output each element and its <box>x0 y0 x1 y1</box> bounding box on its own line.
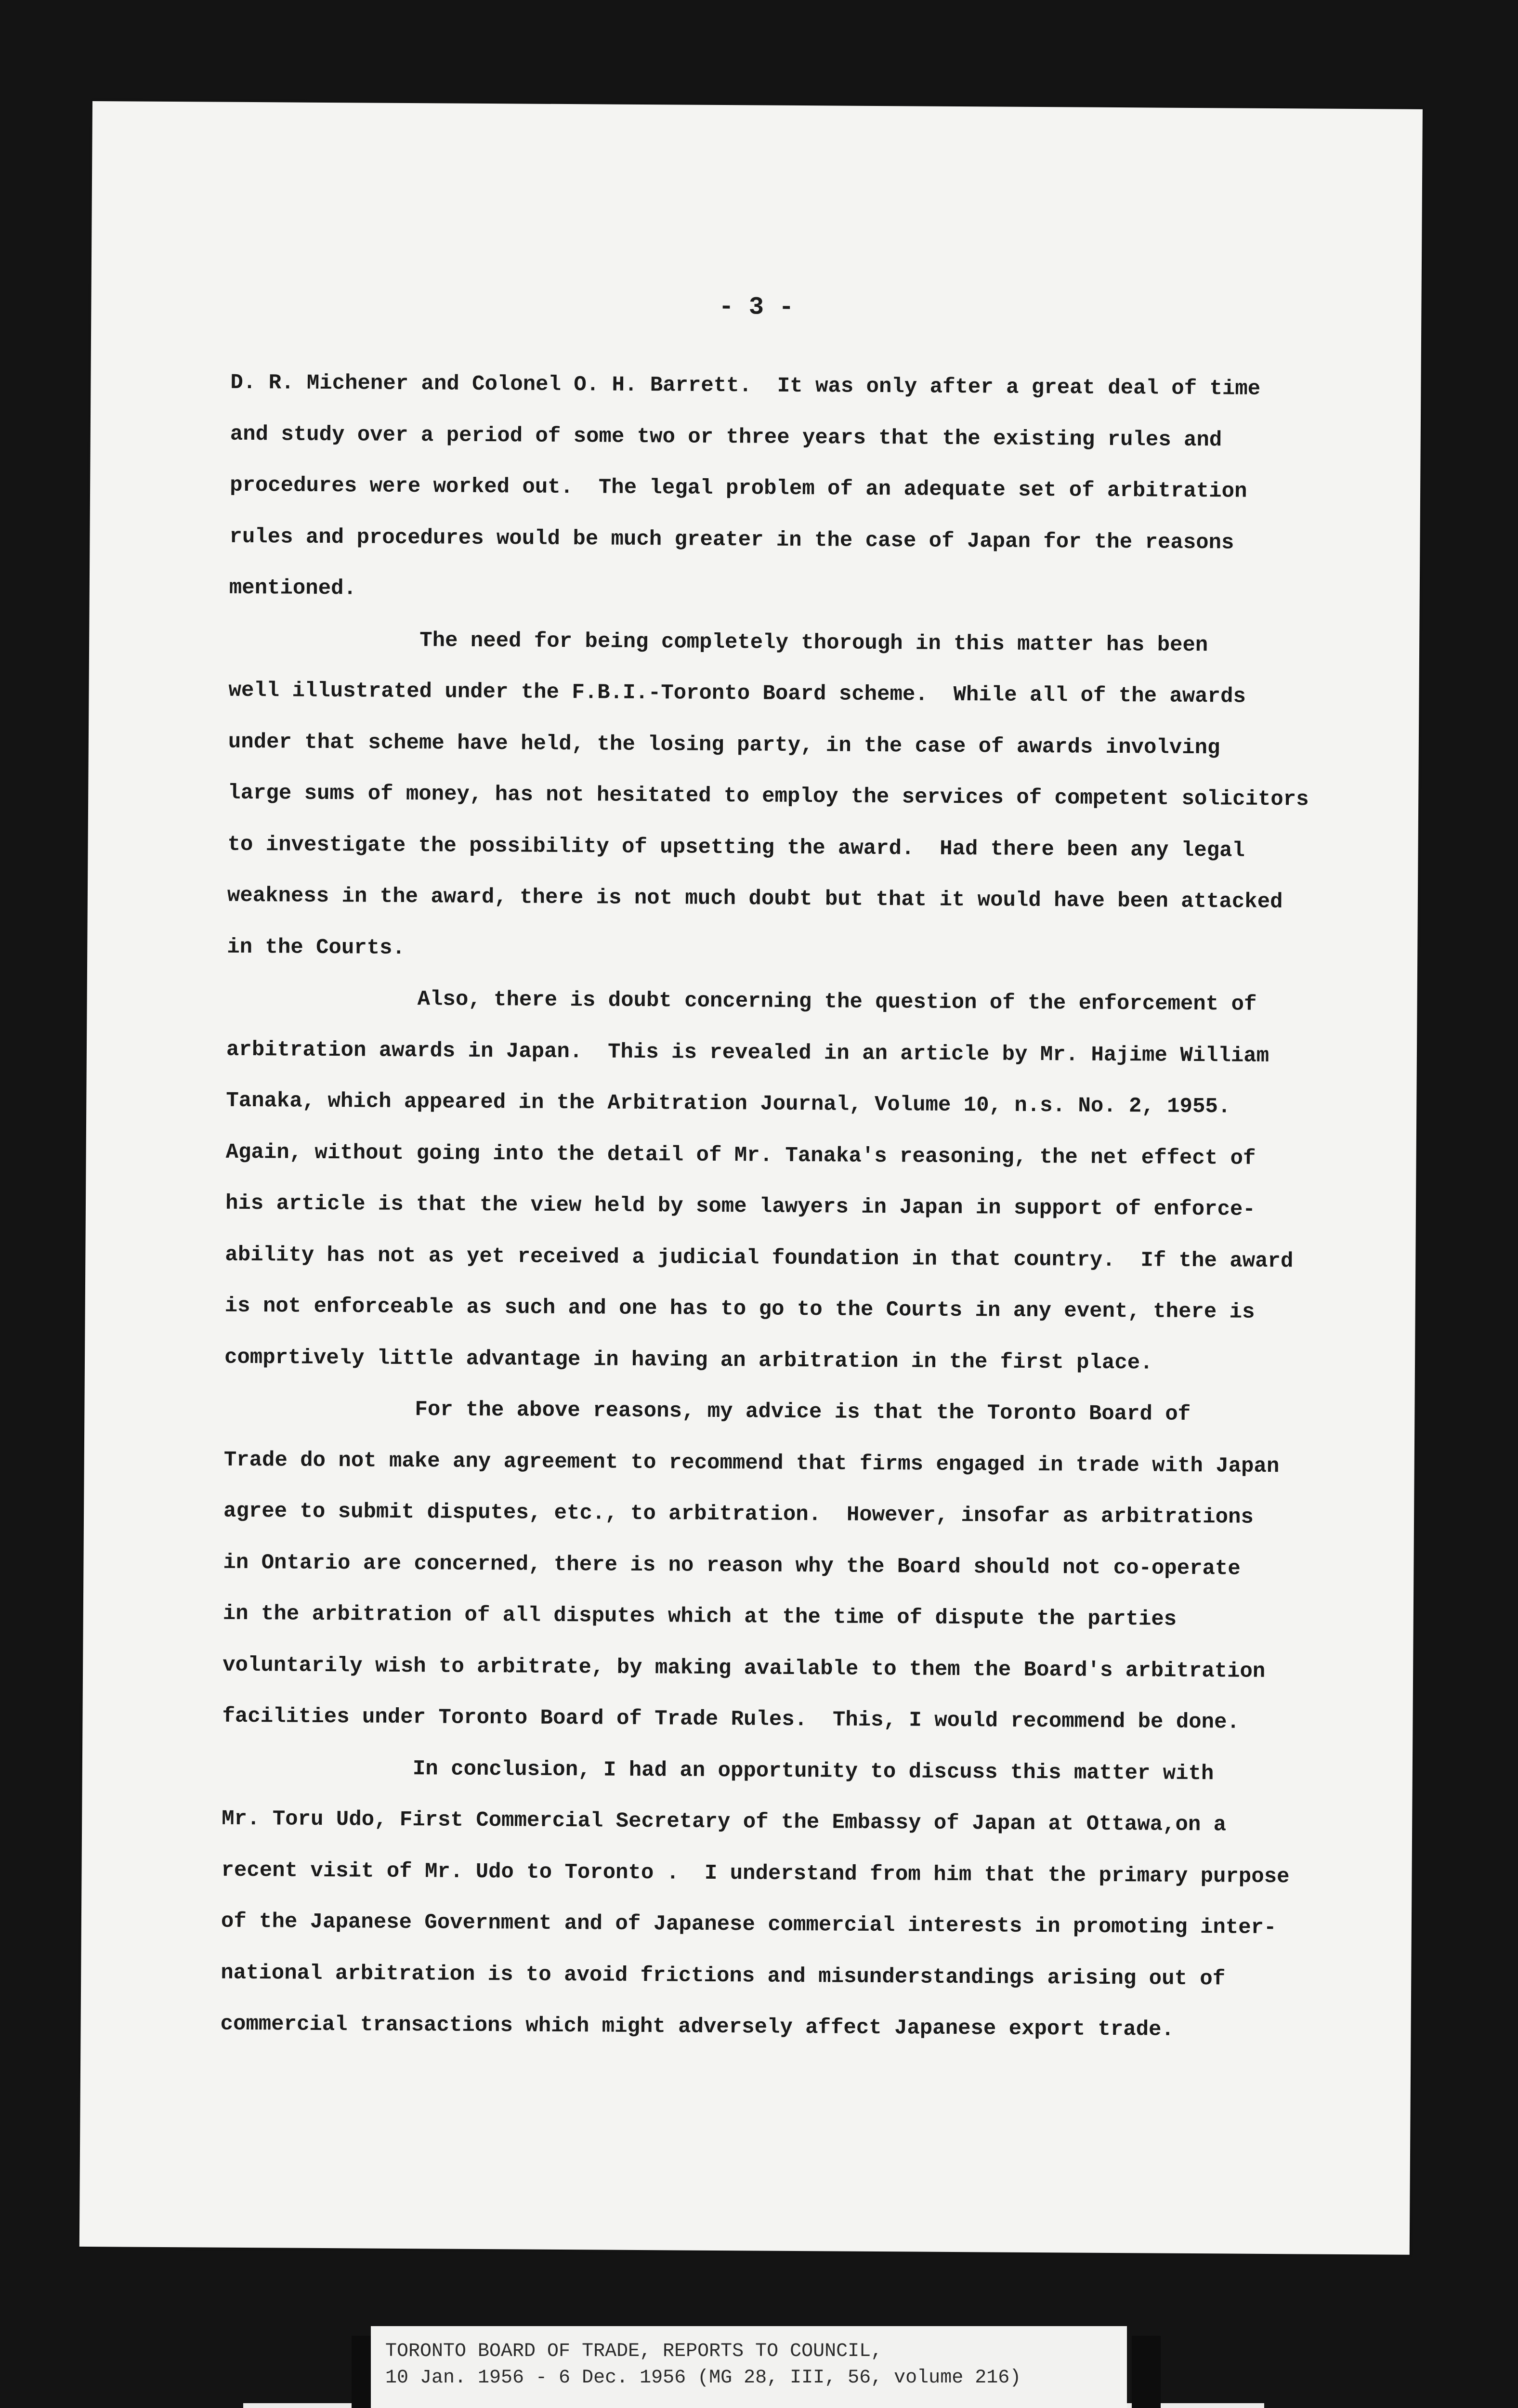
text-line: Also, there is doubt concerning the question of the enforcement of <box>226 986 1257 1017</box>
text-line: national arbitration is to avoid frictions and misunderstandings arising out of <box>221 1961 1226 1991</box>
label-holder-right <box>1132 2336 1161 2408</box>
text-line: comprtively little advantage in having an arbitration in the first place. <box>224 1345 1153 1375</box>
text-line: his article is that the view held by some lawyers in Japan in support of enforce- <box>225 1191 1256 1222</box>
text-line: procedures were worked out. The legal problem of an adequate set of arbitration <box>229 473 1247 504</box>
text-line: Again, without going into the detail of Mr. Tanaka's reasoning, the net effect of <box>225 1140 1256 1171</box>
text-line: of the Japanese Government and of Japanese commercial interests in promoting inter- <box>221 1909 1277 1940</box>
text-line: in the Courts. <box>227 935 406 960</box>
page-number: - 3 - <box>719 292 794 322</box>
reference-line-dates: 10 Jan. 1956 - 6 Dec. 1956 (MG 28, III, 56, volume 216) <box>385 2367 1021 2389</box>
text-line: For the above reasons, my advice is that the Toronto Board of <box>224 1396 1191 1426</box>
text-line: is not enforceable as such and one has to go to the Courts in any event, there is <box>224 1294 1255 1324</box>
text-line: in Ontario are concerned, there is no reason why the Board should not co-operate <box>223 1550 1241 1581</box>
text-line: The need for being completely thorough in this matter has been <box>229 627 1208 657</box>
text-line: Tanaka, which appeared in the Arbitration Journal, Volume 10, n.s. No. 2, 1955. <box>226 1088 1231 1119</box>
text-line: and study over a period of some two or three years that the existing rules and <box>230 422 1222 452</box>
document-page <box>79 101 1423 2255</box>
document-body <box>220 357 1338 2056</box>
text-line: D. R. Michener and Colonel O. H. Barrett. It was only after a great deal of time <box>230 370 1261 401</box>
text-line: large sums of money, has not hesitated to employ the services of competent solicitors <box>228 781 1309 812</box>
archive-reference-label <box>371 2326 1127 2408</box>
text-line: ability has not as yet received a judicial foundation in that country. If the award <box>225 1243 1294 1273</box>
text-line: facilities under Toronto Board of Trade Rules. This, I would recommend be done. <box>222 1704 1240 1735</box>
text-line: recent visit of Mr. Udo to Toronto . I understand from him that the primary purpose <box>221 1858 1290 1889</box>
text-line: Mr. Toru Udo, First Commercial Secretary of the Embassy of Japan at Ottawa,on a <box>222 1806 1227 1837</box>
text-line: under that scheme have held, the losing party, in the case of awards involving <box>228 730 1220 760</box>
text-line: voluntarily wish to arbitrate, by making available to them the Board's arbitration <box>222 1653 1266 1684</box>
text-line: Trade do not make any agreement to recommend that firms engaged in trade with Japan <box>223 1448 1280 1479</box>
text-line: in the arbitration of all disputes which at the time of dispute the parties <box>222 1601 1177 1632</box>
text-line: In conclusion, I had an opportunity to discuss this matter with <box>222 1755 1214 1786</box>
text-line: mentioned. <box>229 576 357 601</box>
text-line: agree to submit disputes, etc., to arbitration. However, insofar as arbitrations <box>223 1499 1254 1530</box>
text-line: rules and procedures would be much greater in the case of Japan for the reasons <box>229 524 1234 555</box>
text-line: weakness in the award, there is not much doubt but that it would have been attacked <box>227 883 1283 915</box>
reference-line-collection: TORONTO BOARD OF TRADE, REPORTS TO COUNCIL, <box>385 2341 883 2362</box>
text-line: commercial transactions which might adversely affect Japanese export trade. <box>220 2012 1175 2042</box>
text-line: arbitration awards in Japan. This is revealed in an article by Mr. Hajime William <box>226 1037 1269 1068</box>
text-line: to investigate the possibility of upsetting the award. Had there been any legal <box>227 832 1245 863</box>
text-line: well illustrated under the F.B.I.-Toronto Board scheme. While all of the awards <box>228 678 1246 709</box>
